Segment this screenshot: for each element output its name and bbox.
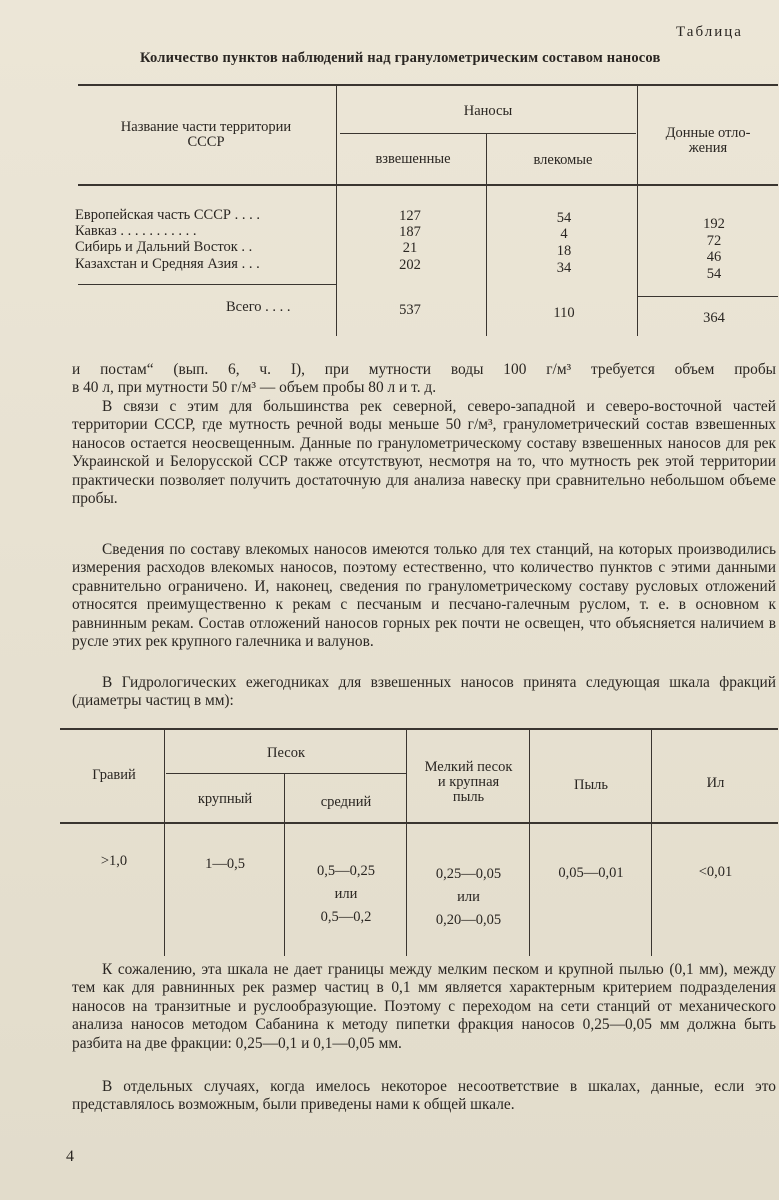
total-bottom: 364 bbox=[703, 310, 725, 326]
table-divider bbox=[336, 84, 337, 336]
column-header-silt: Ил bbox=[706, 775, 725, 791]
bottom-value: 54 bbox=[706, 266, 722, 282]
sand-coarse-value: 1—0,5 bbox=[205, 856, 245, 872]
text-line: в 40 л, при мутности 50 г/м³ — объем пробы 80 л и т. д. bbox=[72, 379, 437, 397]
suspended-value: 202 bbox=[399, 257, 421, 273]
header-line: Донные отло- bbox=[665, 125, 751, 141]
page-number: 4 bbox=[66, 1148, 74, 1165]
table-divider bbox=[164, 728, 165, 956]
table-caption-label: Таблица bbox=[676, 24, 743, 40]
value-line: или bbox=[457, 889, 480, 905]
sand-medium-value bbox=[286, 860, 406, 929]
dust-value: 0,05—0,01 bbox=[558, 865, 624, 881]
bottom-value: 192 bbox=[703, 216, 725, 232]
column-header-bedload: влекомые bbox=[533, 152, 593, 168]
table-divider bbox=[486, 134, 487, 336]
value-line: 0,5—0,2 bbox=[320, 909, 372, 925]
silt-value: <0,01 bbox=[698, 864, 733, 880]
value-line: или bbox=[334, 886, 358, 902]
column-header-sediments: Наносы bbox=[463, 103, 513, 119]
value-line: 0,5—0,25 bbox=[317, 863, 375, 879]
header-line: СССР bbox=[187, 134, 225, 150]
column-header-territory bbox=[86, 120, 326, 150]
suspended-value: 127 bbox=[399, 208, 421, 224]
header-line: пыль bbox=[452, 789, 485, 805]
value-line: 0,20—0,05 bbox=[435, 912, 502, 928]
table-divider bbox=[284, 774, 285, 956]
column-header-dust: Пыль bbox=[573, 777, 609, 793]
bedload-value: 34 bbox=[556, 260, 572, 276]
column-header-suspended: взвешенные bbox=[375, 151, 451, 167]
row-name: Европейская часть СССР . . . . bbox=[75, 207, 260, 223]
bottom-value: 72 bbox=[706, 233, 722, 249]
text-line: и постам“ (вып. 6, ч. I), при мутности воды 100 г/м³ требуется объем пробы bbox=[72, 361, 776, 378]
paragraph-text: В отдельных случаях, когда имелось некоторое несоответствие в шкалах, данные, если это представлялось возможным, были приведены нами к общей шкале. bbox=[72, 1078, 776, 1114]
table-header-rule bbox=[78, 184, 778, 186]
table-top-rule bbox=[78, 84, 778, 86]
gravel-value: >1,0 bbox=[100, 853, 128, 869]
table-title: Количество пунктов наблюдений над гранулометрическим составом наносов bbox=[140, 50, 661, 66]
total-rule-left bbox=[78, 284, 336, 285]
column-header-gravel: Гравий bbox=[92, 767, 136, 783]
total-rule-right bbox=[638, 296, 778, 297]
bedload-value: 18 bbox=[556, 243, 572, 259]
column-header-sand-medium: средний bbox=[320, 794, 372, 810]
suspended-value: 21 bbox=[402, 240, 418, 256]
table-divider bbox=[637, 84, 638, 336]
text-paragraph bbox=[72, 961, 776, 1053]
column-header-fine-sand bbox=[408, 760, 529, 805]
table-top-rule bbox=[60, 728, 778, 730]
bottom-value: 46 bbox=[706, 249, 722, 265]
text-paragraph bbox=[72, 398, 776, 508]
text-paragraph bbox=[72, 1078, 776, 1115]
header-line: жения bbox=[688, 140, 728, 156]
column-header-sand: Песок bbox=[267, 745, 305, 761]
sediments-subrule bbox=[340, 133, 636, 134]
header-line: и крупная bbox=[437, 774, 500, 790]
text-paragraph bbox=[72, 674, 776, 711]
bedload-value: 54 bbox=[556, 210, 572, 226]
total-label: Всего . . . . bbox=[226, 299, 291, 315]
header-line: Мелкий песок bbox=[424, 759, 513, 775]
paragraph-text: К сожалению, эта шкала не дает границы между мелким песком и крупной пылью (0,1 мм), между тем как для равнинных рек размер частиц в 0,1 мм является характерным критерием подразделения наносов на транзитные и руслообразующие. Поэтому с переходом на сети станций от механического анализа наносов методом Сабанина к методу пипетки фракция наносов 0,25—0,05 мм должна быть разбита на две фракции: 0,25—0,1 и 0,1—0,05 мм. bbox=[72, 961, 776, 1052]
sand-subrule bbox=[166, 773, 406, 774]
row-name: Сибирь и Дальний Восток . . bbox=[75, 239, 253, 255]
text-paragraph bbox=[72, 541, 776, 651]
total-suspended: 537 bbox=[399, 302, 421, 318]
text-paragraph-continuation bbox=[72, 361, 776, 398]
table-header-rule bbox=[60, 822, 778, 824]
fine-sand-value bbox=[408, 863, 529, 932]
bedload-value: 4 bbox=[560, 226, 568, 242]
total-bedload: 110 bbox=[553, 305, 575, 321]
paragraph-text: В связи с этим для большинства рек северной, северо-западной и северо-восточной частей территории СССР, где мутность речной воды меньше 50 г/м³, гранулометрический состав взвешенных наносов остается неосвещенным. Данные по гранулометрическому составу взвешенных наносов для рек Украинской и Белорусской ССР также отсутствуют, несмотря на то, что мутность рек этой территории практически позволяет получить достаточную для анализа навеску при сравнительно небольшом объеме пробы. bbox=[72, 398, 776, 508]
table-divider bbox=[651, 728, 652, 956]
header-line: Название части территории bbox=[120, 119, 292, 135]
paragraph-text: В Гидрологических ежегодниках для взвешенных наносов принята следующая шкала фракций (диаметры частиц в мм): bbox=[72, 674, 776, 710]
row-name: Кавказ . . . . . . . . . . . bbox=[75, 223, 197, 239]
column-header-bottom bbox=[640, 126, 776, 156]
value-line: 0,25—0,05 bbox=[435, 866, 502, 882]
suspended-value: 187 bbox=[399, 224, 421, 240]
row-name: Казахстан и Средняя Азия . . . bbox=[75, 256, 260, 272]
paragraph-text: Сведения по составу влекомых наносов имеются только для тех станций, на которых производились измерения расходов влекомых наносов, поэтому естественно, что количество пунктов с этими данными сравнительно ограничено. И, наконец, сведения по гранулометрическому составу русловых отложений относятся преимущественно к рекам с песчаным и песчано-галечным руслом, т. е. в основном к равнинным рекам. Состав отложений наносов горных рек почти не освещен, что объясняется наличием в русле этих рек крупного галечника и валунов. bbox=[72, 541, 776, 651]
table-divider bbox=[406, 728, 407, 956]
table-divider bbox=[529, 728, 530, 956]
column-header-sand-coarse: крупный bbox=[197, 791, 253, 807]
